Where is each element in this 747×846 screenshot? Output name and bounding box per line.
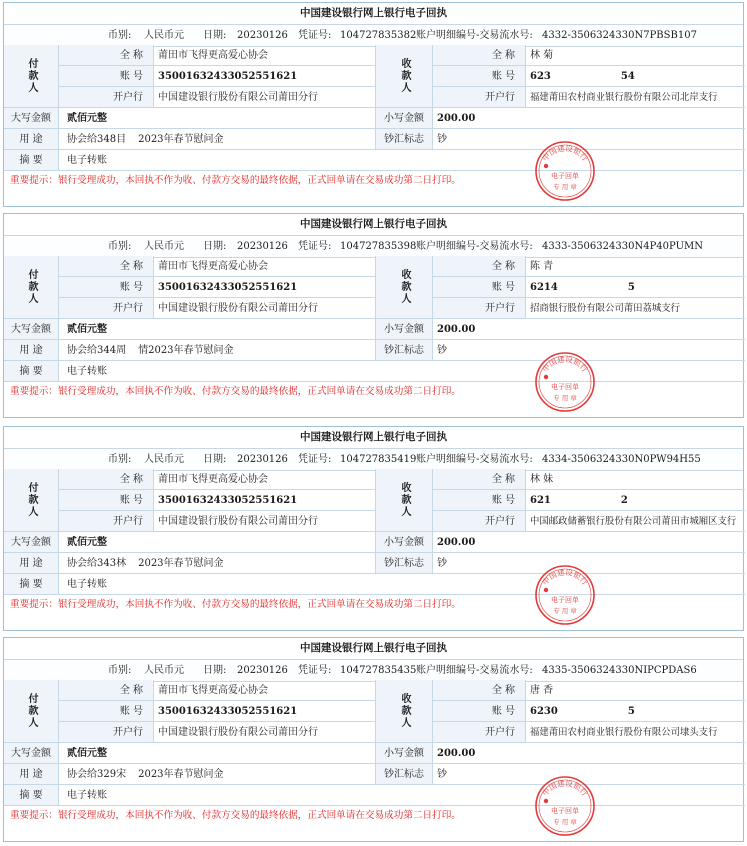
- voucher-value: 104727835382: [340, 30, 417, 41]
- account-row: [4, 490, 743, 511]
- purpose-label: 用 途: [4, 340, 59, 361]
- memo: 电子转账: [59, 361, 745, 382]
- cash-flag: 钞: [433, 553, 745, 574]
- payee-name: 林 妹: [526, 469, 745, 490]
- cash-label: 钞汇标志: [376, 340, 433, 361]
- payee-account-suffix: 5: [627, 282, 635, 293]
- voucher-label: 凭证号:: [298, 454, 332, 465]
- payer-name: 莆田市飞得更高爱心协会: [154, 680, 376, 701]
- payee-bank: 福建莆田农村商业银行股份有限公司北岸支行: [526, 87, 745, 108]
- payer-bank-label: 开户行: [59, 722, 154, 743]
- payer-bank: 中国建设银行股份有限公司莆田分行: [154, 298, 376, 319]
- voucher-value: 104727835435: [340, 665, 417, 676]
- purpose-label: 用 途: [4, 764, 59, 785]
- memo-label: 摘 要: [4, 785, 59, 806]
- serial-value: 4333-3506324330N4P40PUMN: [542, 241, 703, 252]
- date-value: 20230126: [237, 454, 288, 465]
- amount-label: 小写金额: [376, 532, 433, 553]
- currency-value: 人民币元: [144, 665, 184, 676]
- payer-bank-label: 开户行: [59, 87, 154, 108]
- payee-side-label: 收款人: [376, 469, 433, 532]
- serial-label: 账户明细编号-交易流水号:: [416, 241, 533, 252]
- purpose-label: 用 途: [4, 553, 59, 574]
- receipt-2: [3, 213, 744, 418]
- serial-label: 账户明细编号-交易流水号:: [416, 665, 533, 676]
- cash-label: 钞汇标志: [376, 764, 433, 785]
- payee-account-suffix: 2: [620, 495, 628, 506]
- bank-row: [4, 722, 743, 743]
- purpose-part-b: 2023年春节慰问金: [138, 558, 224, 569]
- payer-name: 莆田市飞得更高爱心协会: [154, 256, 376, 277]
- warning-text: 重要提示：银行受理成功，本回执不作为收、付款方交易的最终依据，正式回单请在交易成功第二日打印。: [10, 386, 461, 397]
- amount-cn-label: 大写金额: [4, 743, 59, 764]
- currency-value: 人民币元: [144, 454, 184, 465]
- payer-name: 莆田市飞得更高爱心协会: [154, 45, 376, 66]
- currency-value: 人民币元: [144, 241, 184, 252]
- receipt-meta: [4, 236, 743, 258]
- receipt-title: 中国建设银行网上银行电子回执: [4, 214, 743, 236]
- payee-account: [526, 701, 745, 722]
- payee-account-prefix: 6230: [530, 706, 558, 717]
- memo-label: 摘 要: [4, 150, 59, 171]
- amount-label: 小写金额: [376, 743, 433, 764]
- bank-row: [4, 298, 743, 319]
- svg-text:中国建设银行: [540, 143, 591, 163]
- payer-name-label: 全 称: [59, 256, 154, 277]
- seal-bottom-text: 专 用 章: [553, 183, 577, 191]
- payee-account-prefix: 621: [530, 495, 551, 506]
- amount-cn-label: 大写金额: [4, 532, 59, 553]
- payee-bank: 福建莆田农村商业银行股份有限公司埭头支行: [526, 722, 745, 743]
- purpose-row: [4, 764, 743, 785]
- payer-name-label: 全 称: [59, 469, 154, 490]
- purpose-part-a: 协会给343林: [67, 558, 127, 569]
- payee-account-label: 账 号: [433, 66, 526, 87]
- seal-bottom-text: 专 用 章: [553, 607, 577, 615]
- voucher-label: 凭证号:: [298, 241, 332, 252]
- payee-name-label: 全 称: [433, 256, 526, 277]
- payee-account-label: 账 号: [433, 701, 526, 722]
- name-row: [4, 256, 743, 277]
- amount-cn: 贰佰元整: [59, 743, 376, 764]
- payee-name-label: 全 称: [433, 469, 526, 490]
- purpose-part-b: 2023年春节慰问金: [138, 769, 224, 780]
- date-label: 日期:: [203, 665, 227, 676]
- payee-name-label: 全 称: [433, 680, 526, 701]
- receipt-4: [3, 637, 744, 842]
- payer-side-label: 付款人: [4, 45, 59, 108]
- payer-account-label: 账 号: [59, 701, 154, 722]
- bank-seal: [533, 563, 597, 627]
- amount-cn: 贰佰元整: [59, 108, 376, 129]
- svg-text:中国建设银行: [540, 354, 591, 374]
- amount-row: [4, 108, 743, 129]
- amount-cn-label: 大写金额: [4, 108, 59, 129]
- receipt-meta: [4, 25, 743, 47]
- payee-side-label: 收款人: [376, 45, 433, 108]
- payee-bank: 招商银行股份有限公司莆田荔城支行: [526, 298, 745, 319]
- amount: 200.00: [433, 743, 745, 764]
- date-value: 20230126: [237, 665, 288, 676]
- amount-label: 小写金额: [376, 319, 433, 340]
- payer-account: 35001632433052551621: [154, 66, 376, 87]
- payer-account-label: 账 号: [59, 66, 154, 87]
- voucher-label: 凭证号:: [298, 30, 332, 41]
- amount-row: [4, 319, 743, 340]
- cash-flag: 钞: [433, 340, 745, 361]
- seal-bottom-text: 专 用 章: [553, 394, 577, 402]
- payee-name: 林 菊: [526, 45, 745, 66]
- receipt-meta: [4, 660, 743, 682]
- payee-account: [526, 277, 745, 298]
- date-label: 日期:: [203, 454, 227, 465]
- payer-side-label: 付款人: [4, 469, 59, 532]
- date-value: 20230126: [237, 30, 288, 41]
- memo-row: [4, 785, 743, 806]
- memo: 电子转账: [59, 150, 745, 171]
- seal-top-text: 中国建设银行: [540, 143, 590, 163]
- payee-bank: 中国邮政储蓄银行股份有限公司莆田市城厢区支行: [526, 511, 745, 532]
- currency-label: 币别:: [108, 241, 132, 252]
- purpose: [59, 340, 376, 361]
- amount-label: 小写金额: [376, 108, 433, 129]
- seal-bottom-text: 专 用 章: [553, 818, 577, 826]
- currency-label: 币别:: [108, 665, 132, 676]
- seal-top-text: 中国建设银行: [540, 567, 590, 587]
- cash-flag: 钞: [433, 129, 745, 150]
- warning-text: 重要提示：银行受理成功，本回执不作为收、付款方交易的最终依据，正式回单请在交易成功第二日打印。: [10, 810, 461, 821]
- receipt-title: 中国建设银行网上银行电子回执: [4, 638, 743, 660]
- seal-mid-text: 电子回单: [551, 596, 579, 604]
- amount: 200.00: [433, 108, 745, 129]
- payee-bank-label: 开户行: [433, 298, 526, 319]
- payer-name: 莆田市飞得更高爱心协会: [154, 469, 376, 490]
- receipt-3: [3, 426, 744, 631]
- payer-account: 35001632433052551621: [154, 490, 376, 511]
- payer-bank-label: 开户行: [59, 511, 154, 532]
- currency-label: 币别:: [108, 454, 132, 465]
- name-row: [4, 469, 743, 490]
- svg-text:中国建设银行: [540, 778, 591, 798]
- seal-mid-text: 电子回单: [551, 172, 579, 180]
- amount: 200.00: [433, 532, 745, 553]
- payer-bank: 中国建设银行股份有限公司莆田分行: [154, 511, 376, 532]
- receipt-meta: [4, 449, 743, 471]
- serial-label: 账户明细编号-交易流水号:: [416, 30, 533, 41]
- payee-account-suffix: 5: [627, 706, 635, 717]
- amount-cn: 贰佰元整: [59, 319, 376, 340]
- cash-label: 钞汇标志: [376, 553, 433, 574]
- payee-account-suffix: 54: [620, 71, 635, 82]
- cash-label: 钞汇标志: [376, 129, 433, 150]
- purpose: [59, 764, 376, 785]
- purpose-part-a: 协会给344周: [67, 345, 127, 356]
- svg-text:中国建设银行: [540, 567, 591, 587]
- payer-account: 35001632433052551621: [154, 701, 376, 722]
- name-row: [4, 680, 743, 701]
- serial-value: 4335-3506324330NIPCPDAS6: [542, 665, 697, 676]
- date-label: 日期:: [203, 30, 227, 41]
- seal-mid-text: 电子回单: [551, 383, 579, 391]
- payer-side-label: 付款人: [4, 256, 59, 319]
- seal-top-text: 中国建设银行: [540, 354, 590, 374]
- payer-account: 35001632433052551621: [154, 277, 376, 298]
- purpose-row: [4, 129, 743, 150]
- payee-side-label: 收款人: [376, 256, 433, 319]
- bank-seal: [533, 774, 597, 838]
- payee-account-prefix: 6214: [530, 282, 558, 293]
- purpose-part-b: 2023年春节慰问金: [138, 134, 224, 145]
- voucher-value: 104727835398: [340, 241, 417, 252]
- payee-account: [526, 490, 745, 511]
- seal-top-text: 中国建设银行: [540, 778, 590, 798]
- payer-name-label: 全 称: [59, 45, 154, 66]
- account-row: [4, 66, 743, 87]
- memo: 电子转账: [59, 574, 745, 595]
- warning-text: 重要提示：银行受理成功，本回执不作为收、付款方交易的最终依据，正式回单请在交易成功第二日打印。: [10, 175, 461, 186]
- payer-name-label: 全 称: [59, 680, 154, 701]
- cash-flag: 钞: [433, 764, 745, 785]
- purpose-part-b: 情2023年春节慰问金: [138, 345, 234, 356]
- payee-bank-label: 开户行: [433, 511, 526, 532]
- amount-cn: 贰佰元整: [59, 532, 376, 553]
- memo-row: [4, 150, 743, 171]
- purpose-part-a: 协会给348目: [67, 134, 127, 145]
- warning-text: 重要提示：银行受理成功，本回执不作为收、付款方交易的最终依据，正式回单请在交易成功第二日打印。: [10, 599, 461, 610]
- voucher-label: 凭证号:: [298, 665, 332, 676]
- payer-account-label: 账 号: [59, 490, 154, 511]
- payee-name: 陈 青: [526, 256, 745, 277]
- payer-bank: 中国建设银行股份有限公司莆田分行: [154, 87, 376, 108]
- serial-label: 账户明细编号-交易流水号:: [416, 454, 533, 465]
- payer-bank: 中国建设银行股份有限公司莆田分行: [154, 722, 376, 743]
- payee-account-label: 账 号: [433, 490, 526, 511]
- purpose: [59, 129, 376, 150]
- payer-bank-label: 开户行: [59, 298, 154, 319]
- purpose-row: [4, 553, 743, 574]
- seal-mid-text: 电子回单: [551, 807, 579, 815]
- account-row: [4, 701, 743, 722]
- amount-row: [4, 743, 743, 764]
- payee-account-prefix: 623: [530, 71, 551, 82]
- receipt-title: 中国建设银行网上银行电子回执: [4, 427, 743, 449]
- name-row: [4, 45, 743, 66]
- payer-account-label: 账 号: [59, 277, 154, 298]
- date-label: 日期:: [203, 241, 227, 252]
- memo-label: 摘 要: [4, 361, 59, 382]
- payee-account: [526, 66, 745, 87]
- payee-name: 唐 香: [526, 680, 745, 701]
- payee-bank-label: 开户行: [433, 722, 526, 743]
- voucher-value: 104727835419: [340, 454, 417, 465]
- bank-seal: [533, 139, 597, 203]
- purpose: [59, 553, 376, 574]
- purpose-row: [4, 340, 743, 361]
- receipt-1: [3, 2, 744, 207]
- memo-row: [4, 574, 743, 595]
- memo-label: 摘 要: [4, 574, 59, 595]
- serial-value: 4334-3506324330N0PW94H55: [542, 454, 701, 465]
- currency-value: 人民币元: [144, 30, 184, 41]
- amount: 200.00: [433, 319, 745, 340]
- memo-row: [4, 361, 743, 382]
- payer-side-label: 付款人: [4, 680, 59, 743]
- bank-row: [4, 511, 743, 532]
- bank-row: [4, 87, 743, 108]
- currency-label: 币别:: [108, 30, 132, 41]
- purpose-part-a: 协会给329宋: [67, 769, 127, 780]
- bank-seal: [533, 350, 597, 414]
- date-value: 20230126: [237, 241, 288, 252]
- payee-bank-label: 开户行: [433, 87, 526, 108]
- payee-name-label: 全 称: [433, 45, 526, 66]
- memo: 电子转账: [59, 785, 745, 806]
- account-row: [4, 277, 743, 298]
- amount-row: [4, 532, 743, 553]
- purpose-label: 用 途: [4, 129, 59, 150]
- serial-value: 4332-3506324330N7PBSB107: [542, 30, 697, 41]
- receipt-title: 中国建设银行网上银行电子回执: [4, 3, 743, 25]
- payee-account-label: 账 号: [433, 277, 526, 298]
- payee-side-label: 收款人: [376, 680, 433, 743]
- amount-cn-label: 大写金额: [4, 319, 59, 340]
